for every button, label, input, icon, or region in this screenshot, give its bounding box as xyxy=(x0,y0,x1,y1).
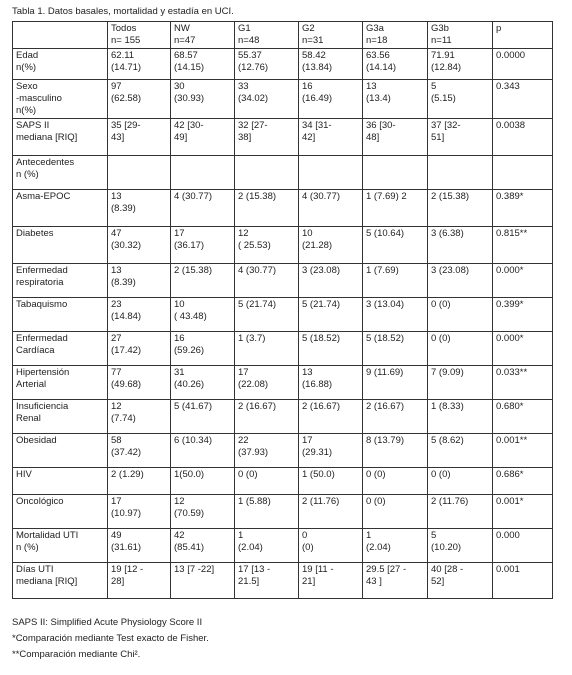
table-cell: 58 (37.42) xyxy=(108,434,171,468)
row-label-cell: Enfermedad respiratoria xyxy=(13,264,108,298)
table-cell: 2 (15.38) xyxy=(428,190,493,227)
table-cell: 6 (10.34) xyxy=(171,434,235,468)
table-cell: 0.815** xyxy=(493,227,553,264)
table-cell: 0 (0) xyxy=(299,529,363,563)
table-cell: G3b n=11 xyxy=(428,22,493,49)
table-cell: 19 [12 - 28] xyxy=(108,563,171,599)
table-cell: 13 (8.39) xyxy=(108,190,171,227)
table-cell: 1 (50.0) xyxy=(299,468,363,495)
row-label-cell: Obesidad xyxy=(13,434,108,468)
row-label-cell: Mortalidad UTI n (%) xyxy=(13,529,108,563)
table-cell: 4 (30.77) xyxy=(299,190,363,227)
table-cell: 0.000* xyxy=(493,264,553,298)
row-label-cell: Asma-EPOC xyxy=(13,190,108,227)
table-cell: 5 (18.52) xyxy=(299,332,363,366)
table-cell: 8 (13.79) xyxy=(363,434,428,468)
row-label-cell: Tabaquismo xyxy=(13,298,108,332)
row-label-cell: HIV xyxy=(13,468,108,495)
table-cell: G3a n=18 xyxy=(363,22,428,49)
table-cell: 37 [32- 51] xyxy=(428,119,493,156)
table-cell: 77 (49.68) xyxy=(108,366,171,400)
table-cell: 13 (16.88) xyxy=(299,366,363,400)
table-row xyxy=(13,227,553,264)
table-caption: Tabla 1. Datos basales, mortalidad y estadía en UCI. xyxy=(12,6,234,17)
row-label-cell: Sexo -masculino n(%) xyxy=(13,80,108,119)
table-cell: 19 [11 - 21] xyxy=(299,563,363,599)
table-cell: 5 (10.20) xyxy=(428,529,493,563)
row-label-cell: SAPS II mediana [RIQ] xyxy=(13,119,108,156)
table-cell: 17 (36.17) xyxy=(171,227,235,264)
table-cell: 2 (11.76) xyxy=(428,495,493,529)
table-cell: 1 (8.33) xyxy=(428,400,493,434)
table-cell: 12 (7.74) xyxy=(108,400,171,434)
table-cell: 49 (31.61) xyxy=(108,529,171,563)
table-cell: 0 (0) xyxy=(428,468,493,495)
table-row xyxy=(13,298,553,332)
table-cell: 17 (29.31) xyxy=(299,434,363,468)
table-cell: 3 (23.08) xyxy=(428,264,493,298)
table-cell: p xyxy=(493,22,553,49)
row-label-cell: Diabetes xyxy=(13,227,108,264)
row-label-cell: Edad n(%) xyxy=(13,49,108,80)
table-cell: 0.000 xyxy=(493,529,553,563)
table-cell: 40 [28 - 52] xyxy=(428,563,493,599)
table-cell: 0 (0) xyxy=(363,468,428,495)
row-label-cell: Hipertensión Arterial xyxy=(13,366,108,400)
table-cell: 42 (85.41) xyxy=(171,529,235,563)
table-header-row xyxy=(13,22,553,49)
table-cell: 5 (10.64) xyxy=(363,227,428,264)
table-cell: 7 (9.09) xyxy=(428,366,493,400)
table-cell: 17 (10.97) xyxy=(108,495,171,529)
row-label-cell: Insuficiencia Renal xyxy=(13,400,108,434)
table-cell: 13 (8.39) xyxy=(108,264,171,298)
table-cell: 1 (7.69) 2 xyxy=(363,190,428,227)
table-footnotes xyxy=(12,615,209,663)
table-cell: 35 [29- 43] xyxy=(108,119,171,156)
table-cell: G1 n=48 xyxy=(235,22,299,49)
footnote-chi: **Comparación mediante Chi². xyxy=(12,649,141,660)
table-cell: 13 (13.4) xyxy=(363,80,428,119)
table-cell: 5 (21.74) xyxy=(235,298,299,332)
table-cell: 5 (41.67) xyxy=(171,400,235,434)
table-cell xyxy=(171,156,235,190)
table-row xyxy=(13,264,553,298)
table-row xyxy=(13,80,553,119)
table-cell: 0.001* xyxy=(493,495,553,529)
table-cell: 97 (62.58) xyxy=(108,80,171,119)
table-cell: 63.56 (14.14) xyxy=(363,49,428,80)
table-cell: 27 (17.42) xyxy=(108,332,171,366)
table-cell: NW n=47 xyxy=(171,22,235,49)
table-row xyxy=(13,563,553,599)
table-cell: 58.42 (13.84) xyxy=(299,49,363,80)
table-cell: 3 (6.38) xyxy=(428,227,493,264)
table-cell: 9 (11.69) xyxy=(363,366,428,400)
table-cell: 2 (1.29) xyxy=(108,468,171,495)
table-cell: 55.37 (12.76) xyxy=(235,49,299,80)
table-cell: 0.033** xyxy=(493,366,553,400)
table-cell: 3 (13.04) xyxy=(363,298,428,332)
baseline-data-table xyxy=(12,21,553,599)
table-cell: 0.001** xyxy=(493,434,553,468)
table-cell xyxy=(108,156,171,190)
table-cell: 5 (18.52) xyxy=(363,332,428,366)
row-label-cell xyxy=(13,22,108,49)
table-cell: 0.0038 xyxy=(493,119,553,156)
table-cell: 2 (16.67) xyxy=(363,400,428,434)
table-cell: 5 (5.15) xyxy=(428,80,493,119)
table-cell: 16 (59.26) xyxy=(171,332,235,366)
table-cell: 2 (15.38) xyxy=(171,264,235,298)
row-label-cell: Oncológico xyxy=(13,495,108,529)
table-cell: 31 (40.26) xyxy=(171,366,235,400)
table-cell: 29.5 [27 - 43 ] xyxy=(363,563,428,599)
table-cell: 1 (3.7) xyxy=(235,332,299,366)
table-cell: 12 ( 25.53) xyxy=(235,227,299,264)
table-cell: Todos n= 155 xyxy=(108,22,171,49)
table-cell xyxy=(428,156,493,190)
table-cell: 2 (15.38) xyxy=(235,190,299,227)
table-cell: 0.0000 xyxy=(493,49,553,80)
table-cell: 2 (11.76) xyxy=(299,495,363,529)
table-row xyxy=(13,366,553,400)
table-cell: 12 (70.59) xyxy=(171,495,235,529)
table-cell: 1(50.0) xyxy=(171,468,235,495)
table-cell: 62.11 (14.71) xyxy=(108,49,171,80)
table-cell: 0.686* xyxy=(493,468,553,495)
table-cell: 1 (5.88) xyxy=(235,495,299,529)
table-cell: 0.399* xyxy=(493,298,553,332)
table-cell: 34 [31- 42] xyxy=(299,119,363,156)
table-row xyxy=(13,190,553,227)
table-cell: 0.000* xyxy=(493,332,553,366)
table-row xyxy=(13,468,553,495)
table-cell: 36 [30- 48] xyxy=(363,119,428,156)
footnote-fisher: *Comparación mediante Test exacto de Fisher. xyxy=(12,633,209,644)
table-cell: 1 (2.04) xyxy=(235,529,299,563)
table-cell: G2 n=31 xyxy=(299,22,363,49)
table-row xyxy=(13,119,553,156)
table-cell: 5 (21.74) xyxy=(299,298,363,332)
table-cell: 5 (8.62) xyxy=(428,434,493,468)
table-cell xyxy=(235,156,299,190)
table-cell: 71.91 (12.84) xyxy=(428,49,493,80)
footnote-saps: SAPS II: Simplified Acute Physiology Score II xyxy=(12,617,203,628)
table-cell: 2 (16.67) xyxy=(299,400,363,434)
table-cell: 68.57 (14.15) xyxy=(171,49,235,80)
table-cell: 17 (22.08) xyxy=(235,366,299,400)
table-cell: 2 (16.67) xyxy=(235,400,299,434)
table-cell xyxy=(363,156,428,190)
table-cell: 10 (21.28) xyxy=(299,227,363,264)
table-cell: 0 (0) xyxy=(428,332,493,366)
table-row xyxy=(13,156,553,190)
table-cell: 4 (30.77) xyxy=(171,190,235,227)
table-cell: 30 (30.93) xyxy=(171,80,235,119)
table-cell: 0 (0) xyxy=(235,468,299,495)
table-cell: 1 (7.69) xyxy=(363,264,428,298)
table-cell: 33 (34.02) xyxy=(235,80,299,119)
table-cell: 22 (37.93) xyxy=(235,434,299,468)
table-cell xyxy=(299,156,363,190)
row-label-cell: Enfermedad Cardíaca xyxy=(13,332,108,366)
table-cell: 0.389* xyxy=(493,190,553,227)
table-cell: 1 (2.04) xyxy=(363,529,428,563)
row-label-cell: Días UTI mediana [RIQ] xyxy=(13,563,108,599)
table-row xyxy=(13,400,553,434)
table-cell: 0 (0) xyxy=(428,298,493,332)
table-cell: 4 (30.77) xyxy=(235,264,299,298)
table-row xyxy=(13,495,553,529)
table-cell: 42 [30- 49] xyxy=(171,119,235,156)
table-cell: 3 (23.08) xyxy=(299,264,363,298)
table-row xyxy=(13,332,553,366)
row-label-cell: Antecedentes n (%) xyxy=(13,156,108,190)
table-cell: 17 [13 - 21.5] xyxy=(235,563,299,599)
table-cell: 10 ( 43.48) xyxy=(171,298,235,332)
table-cell: 47 (30.32) xyxy=(108,227,171,264)
table-cell: 16 (16.49) xyxy=(299,80,363,119)
table-cell: 0.680* xyxy=(493,400,553,434)
table-cell: 32 [27- 38] xyxy=(235,119,299,156)
table-cell: 13 [7 -22] xyxy=(171,563,235,599)
table-cell: 0 (0) xyxy=(363,495,428,529)
table-cell: 0.343 xyxy=(493,80,553,119)
table-row xyxy=(13,529,553,563)
table-row xyxy=(13,49,553,80)
table-cell xyxy=(493,156,553,190)
table-cell: 23 (14.84) xyxy=(108,298,171,332)
table-row xyxy=(13,434,553,468)
table-cell: 0.001 xyxy=(493,563,553,599)
